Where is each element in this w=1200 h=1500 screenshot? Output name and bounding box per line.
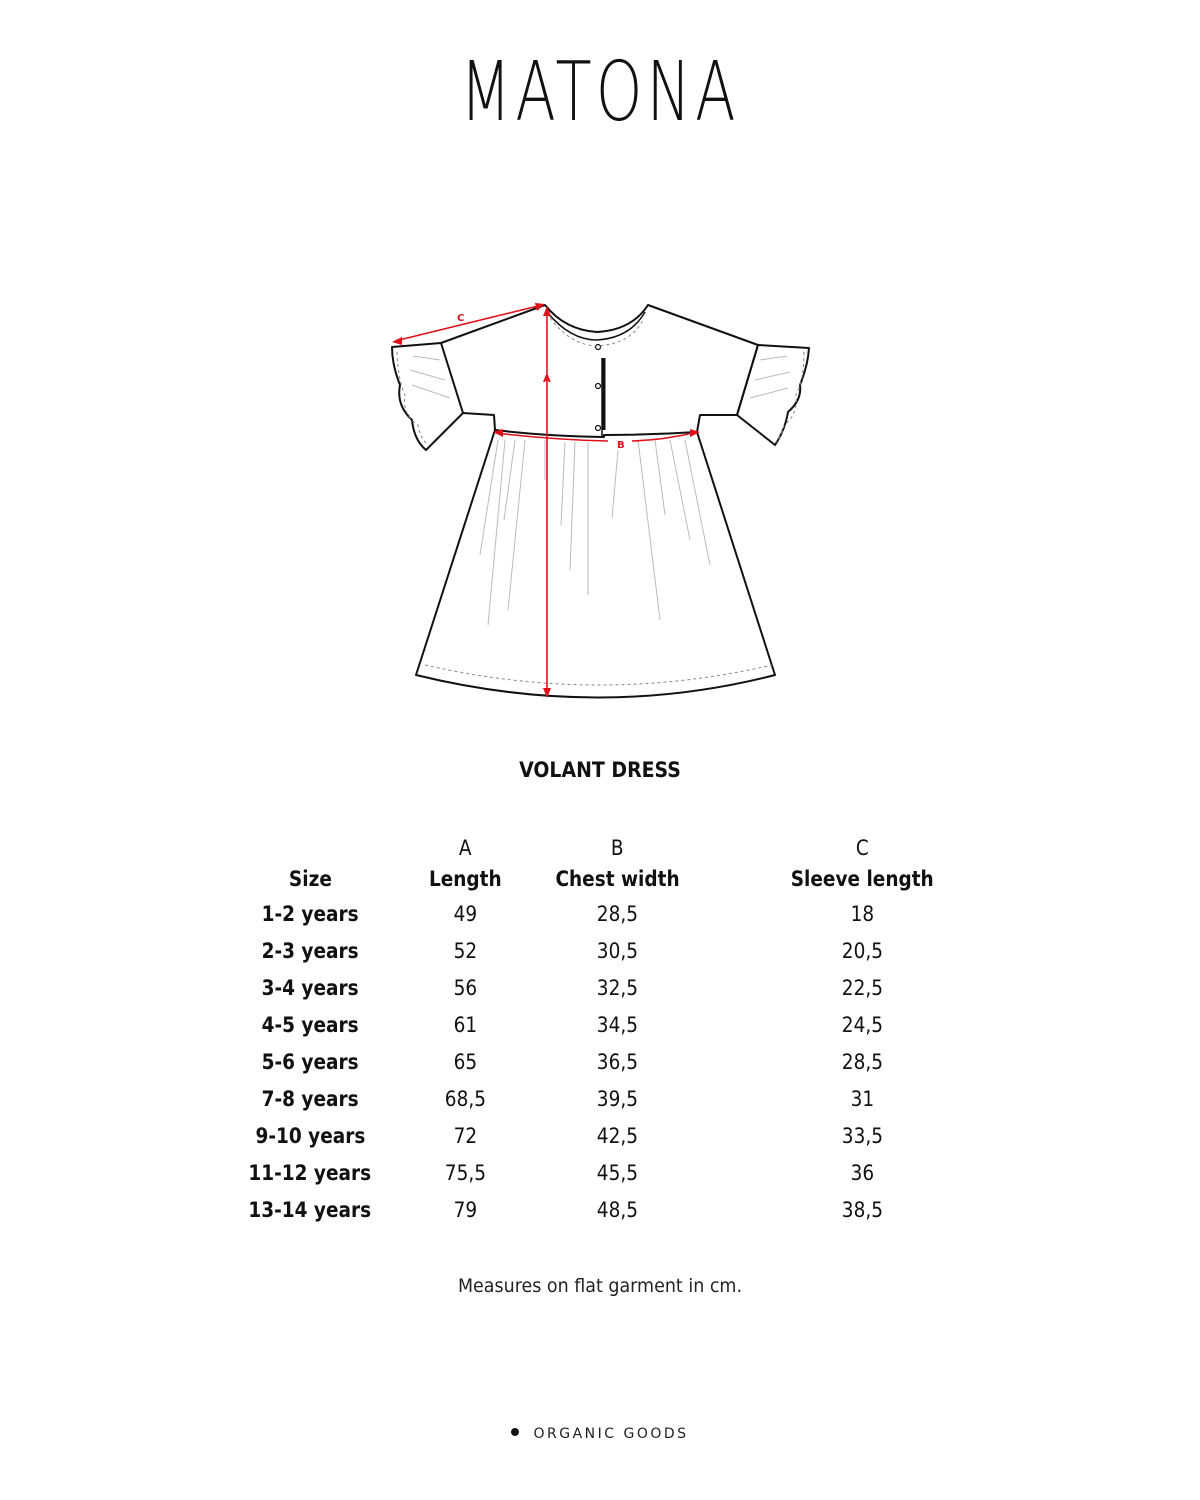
- size-cell: 9-10 years: [255, 1123, 365, 1148]
- chest-cell: 42,5: [596, 1123, 639, 1148]
- sleeve-cell: 38,5: [841, 1197, 884, 1222]
- table-row: [230, 1117, 970, 1154]
- size-cell: 3-4 years: [261, 975, 359, 1000]
- footer-label: ORGANIC GOODS: [533, 1426, 689, 1442]
- table-row: [230, 969, 970, 1006]
- sleeve-cell: 24,5: [841, 1012, 884, 1037]
- chest-cell: 36,5: [596, 1049, 639, 1074]
- size-cell: 1-2 years: [261, 901, 359, 926]
- dress-diagram: [380, 290, 820, 710]
- length-cell: 68,5: [444, 1086, 486, 1111]
- table-row: [230, 895, 970, 932]
- chest-cell: 32,5: [596, 975, 639, 1000]
- measure-letter-row: [230, 833, 970, 863]
- length-cell: 72: [453, 1123, 477, 1148]
- product-title: VOLANT DRESS: [519, 758, 681, 782]
- length-cell: 56: [453, 975, 477, 1000]
- size-cell: 5-6 years: [261, 1049, 359, 1074]
- brand-logo: MATONA: [460, 45, 740, 140]
- letter-header-a: A: [458, 836, 472, 860]
- letter-header-c: C: [856, 836, 869, 860]
- footer-tagline: [0, 1426, 1200, 1442]
- size-chart-table: [230, 833, 970, 1228]
- length-cell: 52: [453, 938, 477, 963]
- bullet-dot-icon: [511, 1428, 519, 1436]
- letter-header-b: B: [611, 836, 624, 860]
- length-cell: 75,5: [444, 1160, 486, 1185]
- header-chest-width: Chest width: [555, 867, 680, 891]
- chest-cell: 45,5: [596, 1160, 639, 1185]
- length-cell: 49: [453, 901, 477, 926]
- letter-header-size: [230, 833, 390, 863]
- sleeve-cell: 22,5: [841, 975, 884, 1000]
- table-row: [230, 1191, 970, 1228]
- sleeve-cell: 33,5: [841, 1123, 884, 1148]
- size-cell: 11-12 years: [248, 1160, 372, 1185]
- chest-cell: 39,5: [596, 1086, 639, 1111]
- chest-cell: 28,5: [596, 901, 639, 926]
- table-row: [230, 1043, 970, 1080]
- table-row: [230, 1080, 970, 1117]
- header-sleeve-length: Sleeve length: [791, 867, 934, 891]
- size-cell: 4-5 years: [261, 1012, 359, 1037]
- chest-cell: 34,5: [596, 1012, 639, 1037]
- size-cell: 13-14 years: [248, 1197, 372, 1222]
- sleeve-cell: 36: [850, 1160, 875, 1185]
- sleeve-cell: 31: [850, 1086, 875, 1111]
- chest-cell: 48,5: [596, 1197, 639, 1222]
- size-cell: 2-3 years: [261, 938, 359, 963]
- sleeve-cell: 20,5: [841, 938, 884, 963]
- header-size: Size: [288, 867, 332, 891]
- sleeve-cell: 28,5: [841, 1049, 884, 1074]
- length-cell: 61: [453, 1012, 477, 1037]
- measure-label-a: A: [543, 374, 551, 385]
- sleeve-cell: 18: [850, 901, 875, 926]
- table-row: [230, 1154, 970, 1191]
- measure-label-c: C: [457, 313, 465, 324]
- chest-cell: 30,5: [596, 938, 639, 963]
- length-cell: 79: [453, 1197, 477, 1222]
- table-row: [230, 1006, 970, 1043]
- measure-label-b: B: [617, 440, 625, 451]
- size-cell: 7-8 years: [261, 1086, 359, 1111]
- header-length: Length: [428, 867, 502, 891]
- table-row: [230, 932, 970, 969]
- measurement-note: Measures on flat garment in cm.: [457, 1275, 743, 1297]
- length-cell: 65: [453, 1049, 477, 1074]
- column-header-row: [230, 863, 970, 895]
